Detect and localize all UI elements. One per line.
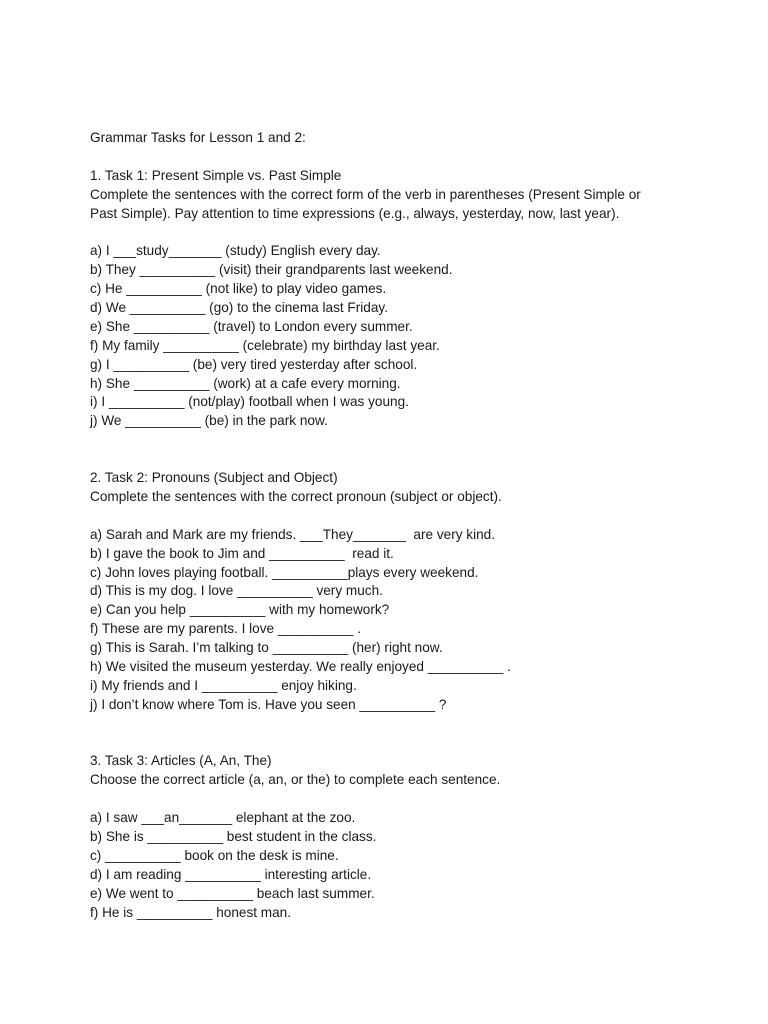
- task-2-instruction-line-1: Complete the sentences with the correct pronoun (subject or object).: [90, 488, 502, 504]
- task-2-item-a: a) Sarah and Mark are my friends. ___They_______ are very kind.: [90, 526, 496, 542]
- task-1-instruction-line-1: Complete the sentences with the correct form of the verb in parentheses (Present Simple or: [90, 186, 641, 202]
- task-1-heading: 1. Task 1: Present Simple vs. Past Simple: [90, 167, 342, 183]
- task-1-instruction-line-2: Past Simple). Pay attention to time expressions (e.g., always, yesterday, now, last year).: [90, 205, 620, 221]
- task-3-instruction-line-1: Choose the correct article (a, an, or the) to complete each sentence.: [90, 772, 501, 788]
- task-2-item-g: g) This is Sarah. I’m talking to __________ (her) right now.: [90, 640, 443, 656]
- task-3-section: [90, 752, 710, 922]
- spacer: [90, 431, 710, 469]
- worksheet: [90, 129, 710, 922]
- task-2-item-h: h) We visited the museum yesterday. We really enjoyed __________ .: [90, 658, 511, 674]
- spacer: [90, 507, 710, 526]
- spacer: [90, 715, 710, 753]
- spacer: [90, 790, 710, 809]
- task-1-item-g: g) I __________ (be) very tired yesterday after school.: [90, 356, 418, 372]
- task-2-item-b: b) I gave the book to Jim and __________ read it.: [90, 545, 394, 561]
- task-3-item-a: a) I saw ___an_______ elephant at the zoo.: [90, 810, 356, 826]
- task-1-item-b: b) They __________ (visit) their grandparents last weekend.: [90, 262, 453, 278]
- task-2-item-f: f) These are my parents. I love __________ .: [90, 621, 362, 637]
- task-2-item-d: d) This is my dog. I love __________ very much.: [90, 583, 383, 599]
- task-3-item-e: e) We went to __________ beach last summer.: [90, 885, 375, 901]
- task-2-section: [90, 469, 710, 715]
- task-1-item-h: h) She __________ (work) at a cafe every morning.: [90, 375, 401, 391]
- task-1-section: [90, 167, 710, 431]
- spacer: [90, 148, 710, 167]
- task-2-item-e: e) Can you help __________ with my homework?: [90, 602, 390, 618]
- task-1-item-i: i) I __________ (not/play) football when I was young.: [90, 394, 409, 410]
- task-3-item-f: f) He is __________ honest man.: [90, 904, 292, 920]
- task-1-item-d: d) We __________ (go) to the cinema last Friday.: [90, 300, 388, 316]
- spacer: [90, 223, 710, 242]
- task-1-item-e: e) She __________ (travel) to London every summer.: [90, 318, 413, 334]
- task-1-item-a: a) I ___study_______ (study) English every day.: [90, 243, 381, 259]
- task-3-item-b: b) She is __________ best student in the class.: [90, 828, 377, 844]
- task-1-item-c: c) He __________ (not like) to play video games.: [90, 281, 387, 297]
- task-3-heading: 3. Task 3: Articles (A, An, The): [90, 753, 272, 769]
- worksheet-title: Grammar Tasks for Lesson 1 and 2:: [90, 130, 306, 145]
- task-3-item-d: d) I am reading __________ interesting article.: [90, 866, 372, 882]
- task-2-heading: 2. Task 2: Pronouns (Subject and Object): [90, 470, 338, 486]
- task-2-item-i: i) My friends and I __________ enjoy hiking.: [90, 677, 357, 693]
- task-1-item-f: f) My family __________ (celebrate) my birthday last year.: [90, 337, 440, 353]
- task-2-item-j: j) I don’t know where Tom is. Have you seen __________ ?: [90, 696, 447, 712]
- task-3-item-c: c) __________ book on the desk is mine.: [90, 847, 339, 863]
- task-1-item-j: j) We __________ (be) in the park now.: [90, 413, 328, 429]
- task-2-item-c: c) John loves playing football. __________plays every weekend.: [90, 564, 479, 580]
